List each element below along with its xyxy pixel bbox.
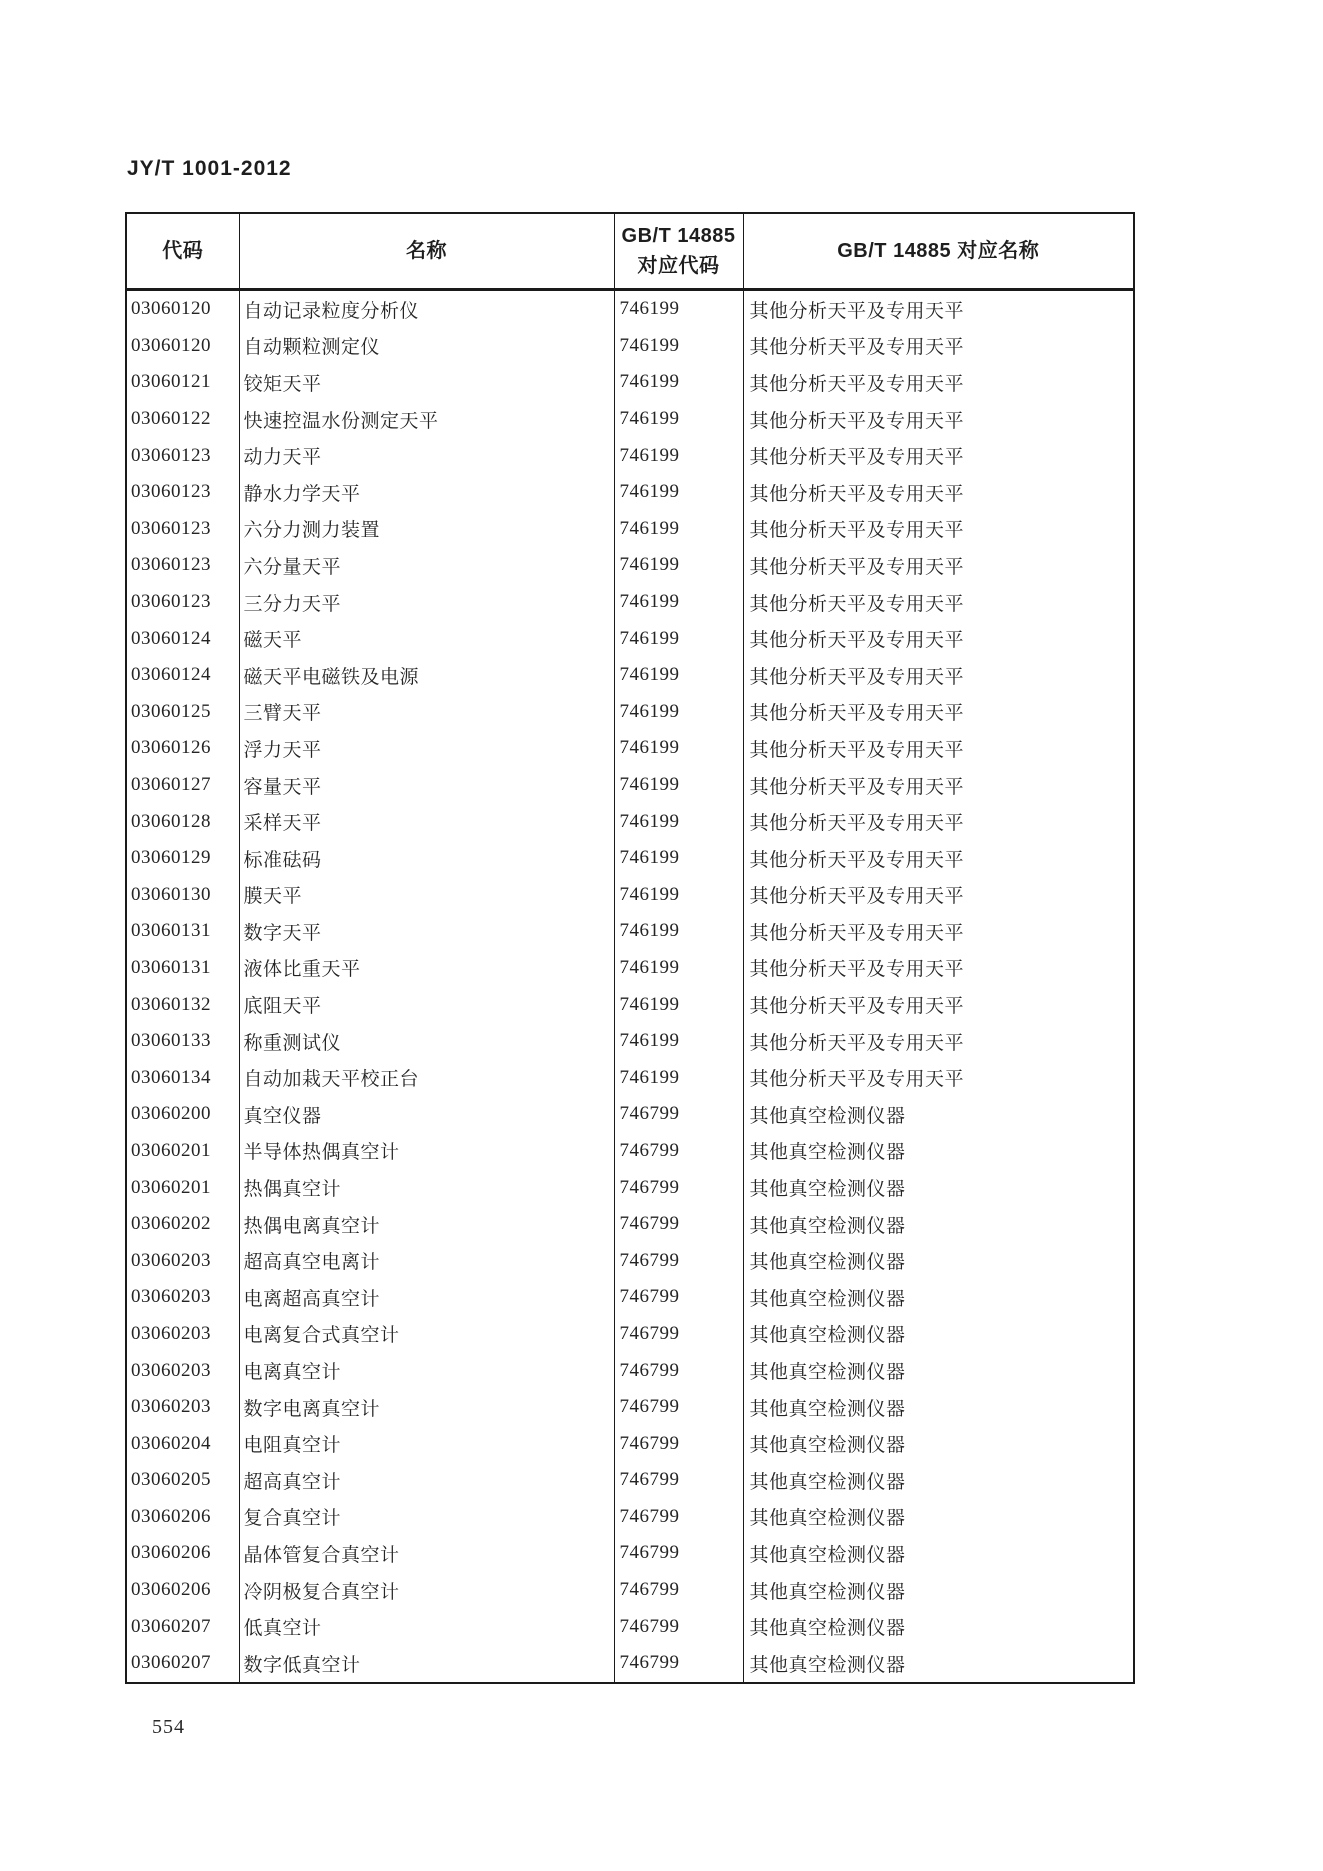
cell-gbt-name: 其他真空检测仪器 (743, 1206, 1134, 1243)
cell-name: 冷阴极复合真空计 (239, 1572, 614, 1609)
cell-code: 03060123 (131, 481, 211, 503)
cell-gbt-code: 746199 (614, 694, 743, 731)
cell-code: 03060203 (131, 1359, 211, 1381)
cell-code: 03060127 (131, 774, 211, 796)
table-row (126, 877, 1134, 914)
cell-name: 称重测试仪 (239, 1023, 614, 1060)
cell-gbt-code: 746799 (614, 1389, 743, 1426)
cell-gbt-code: 746799 (614, 1169, 743, 1206)
table-row (126, 840, 1134, 877)
table-row (126, 1499, 1134, 1536)
cell-gbt-code: 746199 (614, 474, 743, 511)
table-row (126, 730, 1134, 767)
cell-gbt-code: 746199 (614, 803, 743, 840)
table-row (126, 803, 1134, 840)
header-row (126, 213, 1134, 290)
cell-gbt-name: 其他分析天平及专用天平 (743, 840, 1134, 877)
cell-gbt-name: 其他分析天平及专用天平 (743, 584, 1134, 621)
cell-name: 容量天平 (239, 767, 614, 804)
cell-name: 自动记录粒度分析仪 (239, 290, 614, 328)
table-row (126, 474, 1134, 511)
cell-name: 热偶真空计 (239, 1169, 614, 1206)
col-header-gbt-name: GB/T 14885 对应名称 (743, 213, 1134, 290)
cell-gbt-code: 746799 (614, 1462, 743, 1499)
table-row (126, 364, 1134, 401)
table-row (126, 1169, 1134, 1206)
cell-code: 03060134 (131, 1066, 211, 1088)
cell-gbt-code: 746199 (614, 986, 743, 1023)
cell-name: 超高真空计 (239, 1462, 614, 1499)
cell-gbt-name: 其他真空检测仪器 (743, 1499, 1134, 1536)
table-row (126, 511, 1134, 548)
cell-code: 03060202 (131, 1213, 211, 1235)
table-body (126, 290, 1134, 1683)
cell-code: 03060133 (131, 1030, 211, 1052)
cell-code: 03060123 (131, 591, 211, 613)
col-header-gbt-code (614, 213, 743, 290)
cell-code: 03060124 (131, 664, 211, 686)
cell-gbt-code: 746799 (614, 1279, 743, 1316)
cell-gbt-code: 746199 (614, 328, 743, 365)
cell-name: 静水力学天平 (239, 474, 614, 511)
cell-name: 自动加栽天平校正台 (239, 1059, 614, 1096)
cell-name: 自动颗粒测定仪 (239, 328, 614, 365)
cell-gbt-code: 746799 (614, 1096, 743, 1133)
cell-gbt-code: 746199 (614, 730, 743, 767)
cell-code: 03060203 (131, 1322, 211, 1344)
col-header-gbt-code-line2: 对应代码 (637, 255, 720, 277)
cell-code: 03060200 (131, 1103, 211, 1125)
cell-code: 03060123 (131, 554, 211, 576)
cell-gbt-name: 其他分析天平及专用天平 (743, 620, 1134, 657)
cell-code: 03060131 (131, 956, 211, 978)
table-row (126, 1279, 1134, 1316)
cell-name: 磁天平电磁铁及电源 (239, 657, 614, 694)
cell-gbt-code: 746199 (614, 364, 743, 401)
cell-gbt-code: 746199 (614, 1059, 743, 1096)
cell-name: 底阻天平 (239, 986, 614, 1023)
table-row (126, 913, 1134, 950)
cell-gbt-name: 其他真空检测仪器 (743, 1645, 1134, 1683)
cell-code: 03060203 (131, 1249, 211, 1271)
cell-name: 三分力天平 (239, 584, 614, 621)
cell-name: 电离真空计 (239, 1352, 614, 1389)
cell-gbt-code: 746799 (614, 1425, 743, 1462)
cell-gbt-code: 746199 (614, 767, 743, 804)
cell-gbt-name: 其他分析天平及专用天平 (743, 913, 1134, 950)
cell-gbt-code: 746799 (614, 1352, 743, 1389)
cell-gbt-name: 其他分析天平及专用天平 (743, 364, 1134, 401)
code-mapping-table (125, 212, 1135, 1684)
cell-name: 半导体热偶真空计 (239, 1133, 614, 1170)
cell-gbt-code: 746799 (614, 1608, 743, 1645)
table-row (126, 620, 1134, 657)
col-header-code: 代码 (126, 213, 239, 290)
cell-gbt-code: 746799 (614, 1206, 743, 1243)
cell-name: 采样天平 (239, 803, 614, 840)
table-row (126, 1133, 1134, 1170)
table-row (126, 1425, 1134, 1462)
cell-code: 03060123 (131, 517, 211, 539)
cell-code: 03060207 (131, 1652, 211, 1674)
cell-code: 03060205 (131, 1469, 211, 1491)
cell-gbt-code: 746199 (614, 840, 743, 877)
cell-gbt-name: 其他真空检测仪器 (743, 1535, 1134, 1572)
table-row (126, 694, 1134, 731)
cell-code: 03060122 (131, 408, 211, 430)
cell-gbt-name: 其他真空检测仪器 (743, 1352, 1134, 1389)
cell-gbt-name: 其他真空检测仪器 (743, 1425, 1134, 1462)
cell-code: 03060132 (131, 993, 211, 1015)
cell-name: 电离超高真空计 (239, 1279, 614, 1316)
cell-name: 数字低真空计 (239, 1645, 614, 1683)
cell-gbt-name: 其他真空检测仪器 (743, 1096, 1134, 1133)
cell-gbt-name: 其他真空检测仪器 (743, 1316, 1134, 1353)
cell-code: 03060203 (131, 1286, 211, 1308)
table-row (126, 986, 1134, 1023)
cell-code: 03060120 (131, 298, 211, 320)
cell-gbt-name: 其他分析天平及专用天平 (743, 437, 1134, 474)
table-row (126, 1535, 1134, 1572)
cell-name: 电离复合式真空计 (239, 1316, 614, 1353)
table-row (126, 657, 1134, 694)
cell-name: 晶体管复合真空计 (239, 1535, 614, 1572)
cell-gbt-name: 其他真空检测仪器 (743, 1389, 1134, 1426)
cell-name: 数字电离真空计 (239, 1389, 614, 1426)
cell-code: 03060123 (131, 444, 211, 466)
cell-gbt-name: 其他分析天平及专用天平 (743, 1059, 1134, 1096)
cell-gbt-code: 746199 (614, 950, 743, 987)
cell-code: 03060125 (131, 700, 211, 722)
cell-gbt-name: 其他真空检测仪器 (743, 1608, 1134, 1645)
cell-name: 复合真空计 (239, 1499, 614, 1536)
cell-name: 铰矩天平 (239, 364, 614, 401)
cell-code: 03060203 (131, 1396, 211, 1418)
cell-code: 03060126 (131, 737, 211, 759)
cell-gbt-code: 746199 (614, 1023, 743, 1060)
table-row (126, 584, 1134, 621)
cell-code: 03060128 (131, 810, 211, 832)
table-row (126, 1572, 1134, 1609)
cell-gbt-code: 746799 (614, 1645, 743, 1683)
cell-name: 六分力测力装置 (239, 511, 614, 548)
cell-gbt-code: 746799 (614, 1499, 743, 1536)
table-row (126, 1242, 1134, 1279)
cell-gbt-name: 其他真空检测仪器 (743, 1279, 1134, 1316)
cell-code: 03060204 (131, 1432, 211, 1454)
cell-gbt-code: 746199 (614, 913, 743, 950)
cell-gbt-code: 746199 (614, 290, 743, 328)
cell-gbt-code: 746199 (614, 437, 743, 474)
cell-gbt-code: 746799 (614, 1242, 743, 1279)
table-row (126, 1352, 1134, 1389)
table-row (126, 290, 1134, 328)
cell-gbt-code: 746199 (614, 584, 743, 621)
cell-name: 快速控温水份测定天平 (239, 401, 614, 438)
cell-code: 03060124 (131, 627, 211, 649)
cell-gbt-name: 其他分析天平及专用天平 (743, 328, 1134, 365)
cell-gbt-name: 其他真空检测仪器 (743, 1133, 1134, 1170)
table-row (126, 1096, 1134, 1133)
cell-gbt-name: 其他分析天平及专用天平 (743, 803, 1134, 840)
cell-gbt-name: 其他分析天平及专用天平 (743, 1023, 1134, 1060)
cell-name: 三臂天平 (239, 694, 614, 731)
table-row (126, 1608, 1134, 1645)
cell-name: 磁天平 (239, 620, 614, 657)
cell-gbt-code: 746799 (614, 1572, 743, 1609)
cell-gbt-name: 其他分析天平及专用天平 (743, 730, 1134, 767)
cell-gbt-code: 746199 (614, 511, 743, 548)
cell-gbt-name: 其他分析天平及专用天平 (743, 767, 1134, 804)
cell-code: 03060206 (131, 1505, 211, 1527)
cell-code: 03060207 (131, 1615, 211, 1637)
cell-name: 标准砝码 (239, 840, 614, 877)
cell-code: 03060121 (131, 371, 211, 393)
table-header (126, 213, 1134, 290)
page-number: 554 (152, 1716, 185, 1738)
table-row (126, 950, 1134, 987)
cell-gbt-name: 其他分析天平及专用天平 (743, 657, 1134, 694)
cell-gbt-name: 其他分析天平及专用天平 (743, 877, 1134, 914)
cell-code: 03060130 (131, 883, 211, 905)
cell-name: 数字天平 (239, 913, 614, 950)
cell-code: 03060129 (131, 847, 211, 869)
table-row (126, 1389, 1134, 1426)
cell-gbt-name: 其他真空检测仪器 (743, 1572, 1134, 1609)
cell-name: 电阻真空计 (239, 1425, 614, 1462)
cell-name: 膜天平 (239, 877, 614, 914)
cell-code: 03060206 (131, 1542, 211, 1564)
cell-code: 03060206 (131, 1579, 211, 1601)
cell-gbt-name: 其他真空检测仪器 (743, 1242, 1134, 1279)
table-row (126, 1023, 1134, 1060)
cell-name: 动力天平 (239, 437, 614, 474)
cell-gbt-name: 其他分析天平及专用天平 (743, 401, 1134, 438)
table-row (126, 328, 1134, 365)
cell-name: 低真空计 (239, 1608, 614, 1645)
cell-code: 03060201 (131, 1176, 211, 1198)
table-row (126, 1059, 1134, 1096)
col-header-name: 名称 (239, 213, 614, 290)
cell-code: 03060120 (131, 334, 211, 356)
table-row (126, 1645, 1134, 1683)
cell-gbt-code: 746199 (614, 657, 743, 694)
cell-code: 03060201 (131, 1139, 211, 1161)
cell-gbt-code: 746799 (614, 1316, 743, 1353)
cell-name: 热偶电离真空计 (239, 1206, 614, 1243)
cell-name: 超高真空电离计 (239, 1242, 614, 1279)
cell-code: 03060131 (131, 920, 211, 942)
table-row (126, 547, 1134, 584)
table-row (126, 767, 1134, 804)
cell-gbt-code: 746199 (614, 401, 743, 438)
table-row (126, 401, 1134, 438)
cell-gbt-name: 其他分析天平及专用天平 (743, 511, 1134, 548)
cell-name: 浮力天平 (239, 730, 614, 767)
cell-gbt-code: 746799 (614, 1133, 743, 1170)
cell-gbt-name: 其他真空检测仪器 (743, 1462, 1134, 1499)
cell-gbt-name: 其他真空检测仪器 (743, 1169, 1134, 1206)
cell-name: 六分量天平 (239, 547, 614, 584)
cell-gbt-name: 其他分析天平及专用天平 (743, 474, 1134, 511)
cell-gbt-name: 其他分析天平及专用天平 (743, 547, 1134, 584)
cell-gbt-name: 其他分析天平及专用天平 (743, 694, 1134, 731)
cell-name: 液体比重天平 (239, 950, 614, 987)
cell-gbt-code: 746199 (614, 877, 743, 914)
cell-gbt-code: 746199 (614, 620, 743, 657)
table-row (126, 1316, 1134, 1353)
table-row (126, 437, 1134, 474)
doc-number: JY/T 1001-2012 (127, 157, 292, 180)
col-header-gbt-code-line1: GB/T 14885 (621, 225, 736, 247)
cell-name: 真空仪器 (239, 1096, 614, 1133)
cell-gbt-name: 其他分析天平及专用天平 (743, 290, 1134, 328)
cell-gbt-name: 其他分析天平及专用天平 (743, 986, 1134, 1023)
cell-gbt-code: 746199 (614, 547, 743, 584)
cell-gbt-code: 746799 (614, 1535, 743, 1572)
cell-gbt-name: 其他分析天平及专用天平 (743, 950, 1134, 987)
table-row (126, 1206, 1134, 1243)
table-row (126, 1462, 1134, 1499)
